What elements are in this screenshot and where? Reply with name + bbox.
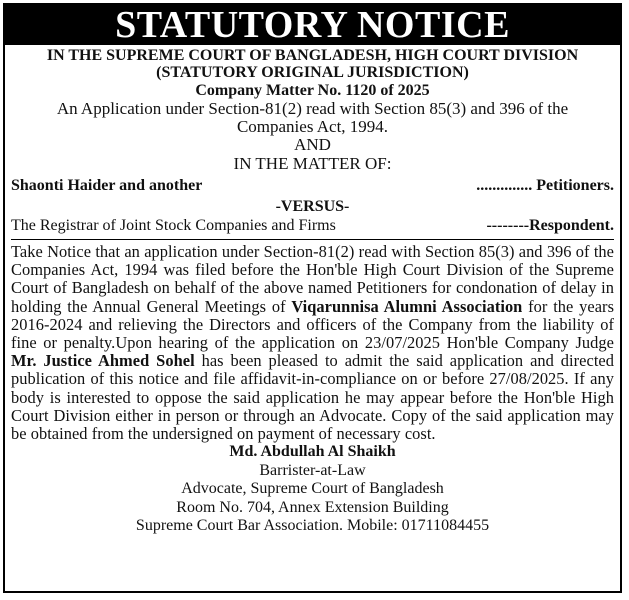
respondent-row (11, 216, 614, 235)
judge-name: Mr. Justice Ahmed Sohel (11, 351, 195, 371)
notice-content (5, 47, 620, 536)
notice-body (11, 243, 614, 443)
signatory-line-2: Room No. 704, Annex Extension Building (176, 498, 449, 516)
petitioners-role: .............. Petitioners. (476, 177, 614, 194)
jurisdiction: (STATUTORY ORIGINAL JURISDICTION) (156, 64, 469, 81)
signatory-line-1: Advocate, Supreme Court of Bangladesh (181, 480, 444, 498)
notice-text-part-2: for the years 2016-2024 and relieving the Directors and officers of the Company from the liability of fine or penalty.Upon hearing of the application on 23/07/2025 Hon'ble Company Judge (11, 296, 614, 353)
signatory-name: Md. Abdullah Al Shaikh (229, 443, 396, 461)
in-the-matter-of: IN THE MATTER OF: (233, 154, 392, 173)
respondent-name: The Registrar of Joint Stock Companies and Firms (11, 217, 336, 234)
notice-frame (3, 3, 622, 593)
signatory-line-3: Supreme Court Bar Association. Mobile: 01711084455 (135, 517, 490, 535)
and-heading: AND (294, 135, 331, 154)
notice-text-part-1: Take Notice that an application under Section-81(2) read with Section 85(3) and 396 of the Companies Act, 1994 was filed before the Hon'ble High Court Division of the Supreme Court of Bangladesh on behalf of the above named Petitioners for condonation of delay in holding the Annual General Meetings of (11, 242, 614, 316)
divider (11, 239, 614, 240)
versus-heading: -VERSUS- (275, 198, 350, 215)
respondent-role: --------Respondent. (486, 217, 614, 234)
association-name: Viqarunnisa Alumni Association (291, 296, 523, 316)
petitioners-row (11, 176, 614, 195)
notice-text-part-3: has been pleased to admit the said application and directed publication of this notice and file affidavit-in-compliance on or before 27/08/2025. If any body is interested to oppose the said application he may appear before the Hon'ble High Court Division either in person or through an Advocate. Copy of the said application may be obtained from the undersigned on payment of necessary cost. (11, 351, 614, 444)
notice-banner: STATUTORY NOTICE (5, 5, 620, 45)
matter-number: Company Matter No. 1120 of 2025 (195, 82, 430, 99)
application-line-1: An Application under Section-81(2) read with Section 85(3) and 396 of the (56, 99, 569, 118)
petitioners-name: Shaonti Haider and another (11, 177, 203, 194)
application-line-2: Companies Act, 1994. (236, 117, 389, 136)
signatory-title: Barrister-at-Law (259, 461, 366, 479)
court-name: IN THE SUPREME COURT OF BANGLADESH, HIGH COURT DIVISION (46, 47, 579, 64)
